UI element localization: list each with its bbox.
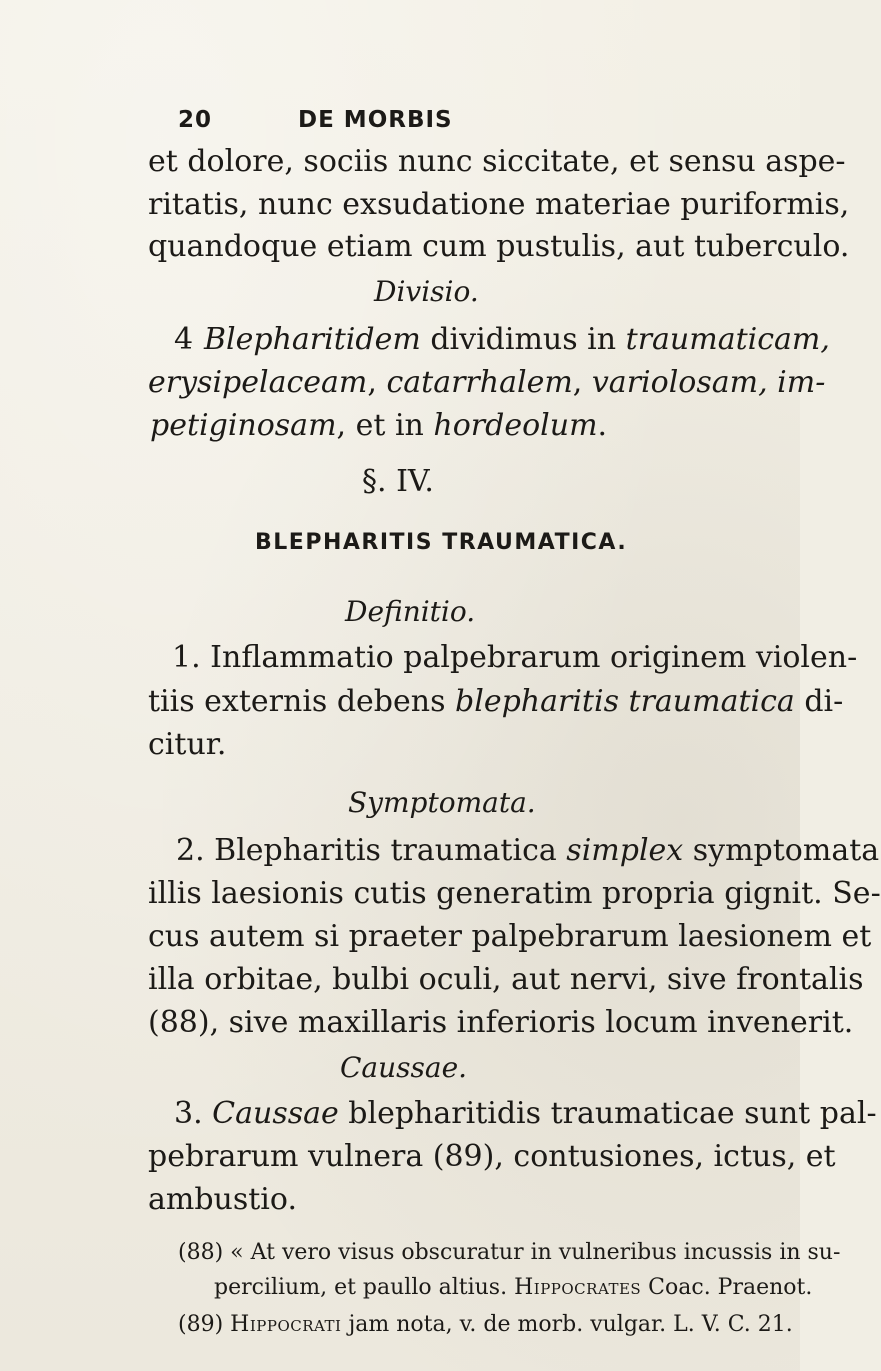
intro-line-1: et dolore, sociis nunc siccitate, et sensu aspe- [148, 144, 846, 179]
intro-line-2: ritatis, nunc exsudatione materiae puriformis, [148, 187, 850, 222]
term-variolosam: variolosam, im- [591, 365, 826, 400]
section-mark: §. IV. [362, 464, 434, 499]
divisio-line-3 [150, 408, 710, 444]
caussae-line-2: pebrarum vulnera (89), contusiones, ictus, et [148, 1139, 836, 1174]
comma: , [367, 365, 387, 400]
running-head-title: DE MORBIS [298, 107, 453, 133]
divisio-text: dividimus in [420, 322, 626, 357]
definitio-line-2 [148, 684, 844, 720]
period: . [597, 408, 608, 443]
author-hippocrati: Hippocrati [230, 1312, 342, 1337]
divisio-line-2 [148, 365, 826, 401]
para-number-3: 3. [174, 1096, 213, 1131]
term-caussae: Caussae [212, 1096, 339, 1131]
footnote-text: jam nota, v. de morb. vulgar. L. V. C. 21. [341, 1312, 793, 1337]
running-head [178, 107, 518, 139]
term-erysipelaceam: erysipelaceam [148, 365, 368, 400]
divisio-line-1 [148, 322, 830, 358]
symptomata-line-5: (88), sive maxillaris inferioris locum invenerit. [148, 1005, 854, 1040]
intro-line-3: quandoque etiam cum pustulis, aut tuberculo. [148, 229, 850, 264]
term-blepharitidem: Blepharitidem [204, 322, 421, 357]
divisio-text: , et in [336, 408, 434, 443]
footnote-text: Coac. Praenot. [641, 1275, 813, 1300]
comma: , [572, 365, 592, 400]
term-simplex: simplex [566, 833, 684, 868]
symptomata-heading: Symptomata. [348, 786, 536, 819]
term-blepharitis-traumatica: blepharitis traumatica [455, 684, 795, 719]
author-hippocrates: Hippocrates [514, 1275, 642, 1300]
definitio-line-3: citur. [148, 727, 227, 762]
symptomata-line-2: illis laesionis cutis generatim propria gignit. Se- [148, 876, 881, 911]
section-title: BLEPHARITIS TRAUMATICA. [255, 530, 628, 555]
footnote-marker: (89) [178, 1312, 231, 1337]
term-hordeolum: hordeolum [433, 408, 598, 443]
caussae-line-1 [174, 1096, 877, 1132]
para-number-4: 4 [174, 322, 194, 357]
footnote-89 [178, 1311, 793, 1339]
definitio-text: di- [794, 684, 844, 719]
term-impetiginosam: petiginosam [150, 408, 337, 443]
page-number: 20 [178, 107, 213, 133]
caussae-heading: Caussae. [340, 1051, 468, 1084]
footnote-88-line-2 [214, 1274, 812, 1302]
symptomata-line-4: illa orbitae, bulbi oculi, aut nervi, sive frontalis [148, 962, 864, 997]
divisio-heading: Divisio. [374, 275, 479, 308]
symptomata-line-3: cus autem si praeter palpebrarum laesionem et [148, 919, 872, 954]
definitio-line-1: 1. Inflammatio palpebrarum originem violen- [172, 640, 858, 675]
caussae-text: blepharitidis traumaticae sunt pal- [338, 1096, 877, 1131]
term-catarrhalem: catarrhalem [386, 365, 573, 400]
symptomata-text: symptomata [683, 833, 880, 868]
symptomata-line-1 [176, 833, 880, 869]
symptomata-text: 2. Blepharitis traumatica [176, 833, 567, 868]
caussae-line-3: ambustio. [148, 1182, 297, 1217]
footnote-text: percilium, et paullo altius. [214, 1275, 515, 1300]
footnote-88-line-1: (88) « At vero visus obscuratur in vulneribus incussis in su- [178, 1240, 841, 1265]
term-traumaticam: traumaticam, [625, 322, 830, 357]
definitio-heading: Definitio. [345, 595, 476, 628]
definitio-text: tiis externis debens [148, 684, 456, 719]
